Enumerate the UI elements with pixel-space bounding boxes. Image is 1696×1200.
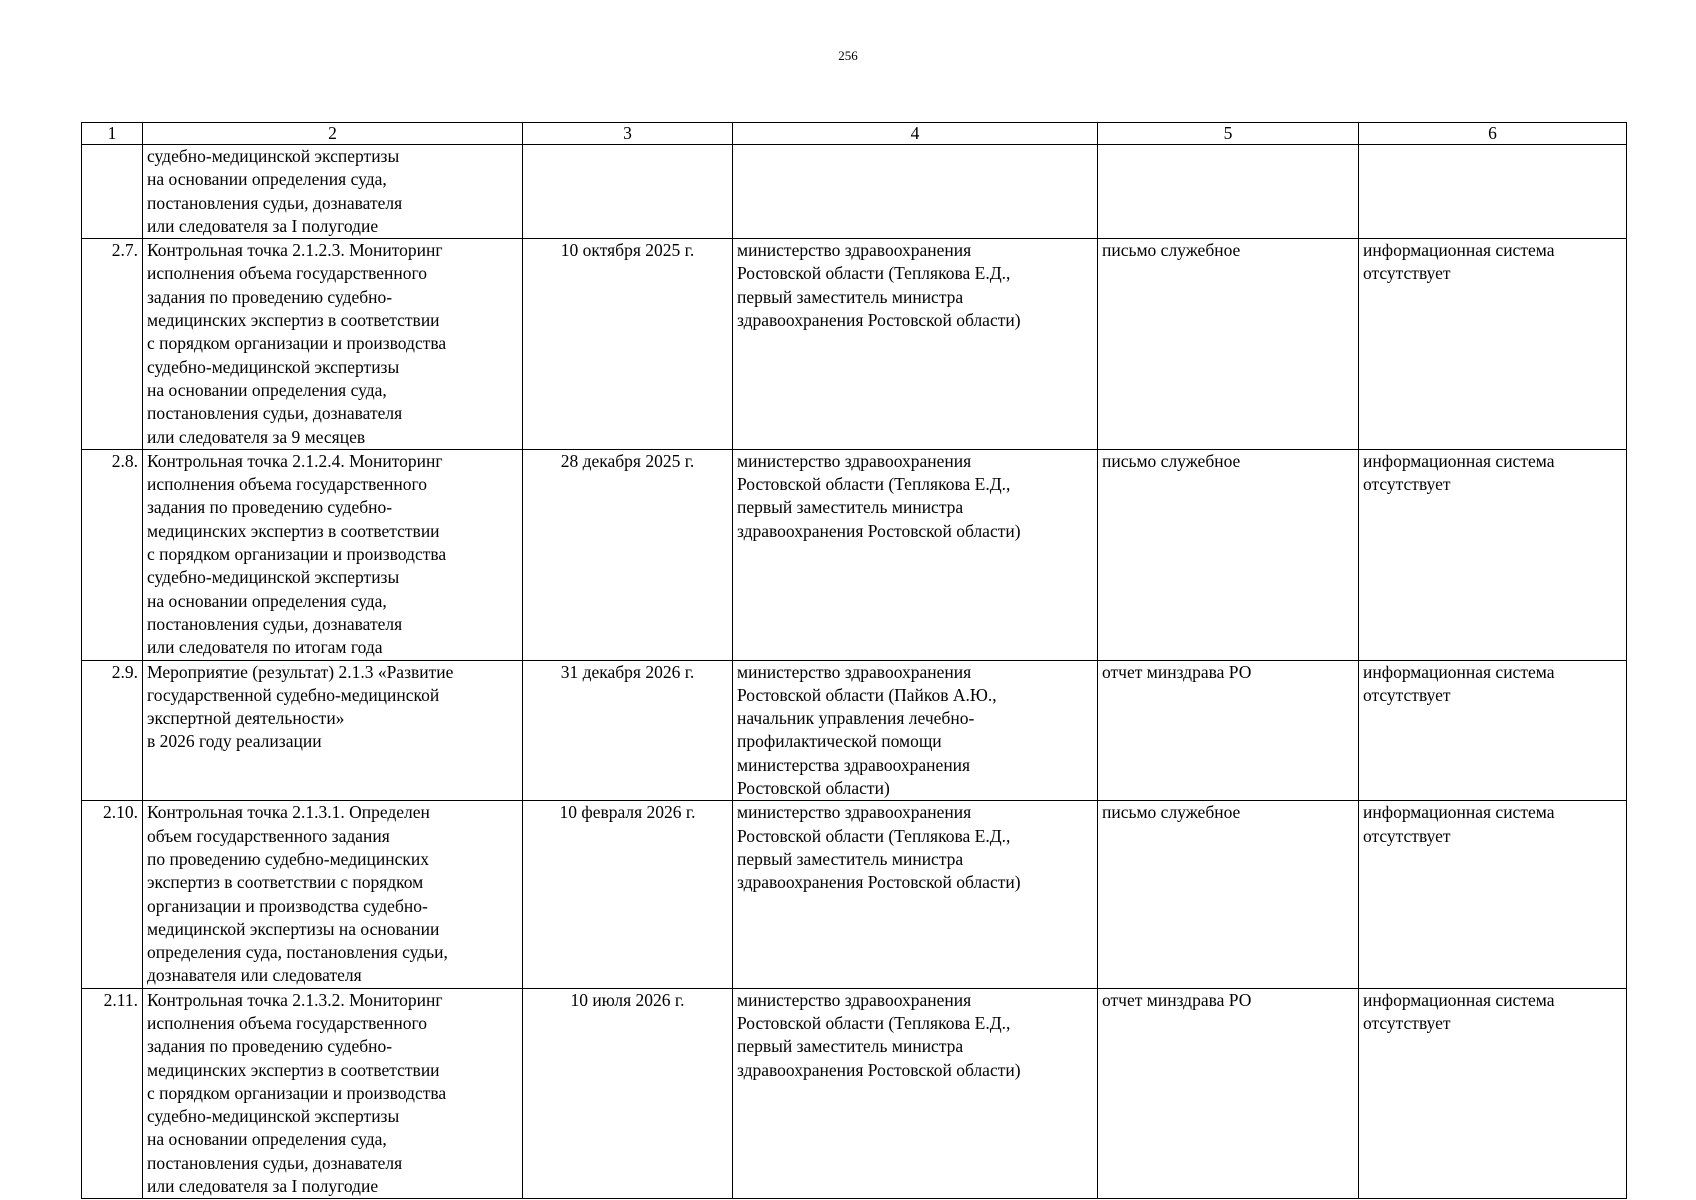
date-cell: 28 декабря 2025 г. (523, 449, 733, 660)
table-row (82, 239, 1627, 450)
information-system-cell-line: отсутствует (1363, 1012, 1451, 1033)
responsible-cell-line: министерство здравоохранения (737, 240, 972, 261)
responsible-cell-line: министерства здравоохранения (737, 754, 971, 775)
responsible-cell-line: первый заместитель министра (737, 848, 964, 869)
date-cell: 10 октября 2025 г. (523, 239, 733, 450)
responsible-cell-line: профилактической помощи (737, 731, 942, 752)
column-header: 3 (523, 123, 733, 145)
description-cell-line: государственной судебно-медицинской (147, 684, 440, 705)
responsible-cell-line: министерство здравоохранения (737, 802, 972, 823)
responsible-cell-line: начальник управления лечебно- (737, 708, 975, 729)
description-cell-line: постановления судьи, дознавателя (147, 403, 403, 424)
description-cell-line: или следователя за 9 месяцев (147, 426, 366, 447)
information-system-cell-line: информационная система (1363, 802, 1555, 823)
description-cell-line: постановления судьи, дознавателя (147, 613, 403, 634)
information-system-cell (1359, 449, 1627, 660)
description-cell-line: с порядком организации и производства (147, 544, 447, 565)
description-cell-line: экспертиз в соответствии с порядком (147, 872, 424, 893)
row-number-cell: 2.8. (82, 449, 143, 660)
responsible-cell (733, 988, 1098, 1199)
description-cell-line: Контрольная точка 2.1.2.4. Мониторинг (147, 450, 443, 471)
description-cell (143, 988, 523, 1199)
description-cell-line: судебно-медицинской экспертизы (147, 1106, 400, 1127)
responsible-cell-line: здравоохранения Ростовской области) (737, 872, 1021, 893)
description-cell-line: организации и производства судебно- (147, 895, 428, 916)
description-cell-line: медицинских экспертиз в соответствии (147, 520, 440, 541)
information-system-cell (1359, 801, 1627, 988)
responsible-cell-line: здравоохранения Ростовской области) (737, 310, 1021, 331)
description-cell-line: исполнения объема государственного (147, 1012, 428, 1033)
information-system-cell (1359, 660, 1627, 801)
document-type-cell: письмо служебное (1098, 801, 1359, 988)
description-cell (143, 145, 523, 239)
information-system-cell-line: информационная система (1363, 450, 1555, 471)
description-cell-line: исполнения объема государственного (147, 263, 428, 284)
description-cell-line: задания по проведению судебно- (147, 1036, 393, 1057)
description-cell-line: постановления судьи, дознавателя (147, 192, 403, 213)
row-number-cell: 2.11. (82, 988, 143, 1199)
document-type-cell: отчет минздрава РО (1098, 988, 1359, 1199)
description-cell-line: Контрольная точка 2.1.3.2. Мониторинг (147, 989, 443, 1010)
date-cell (523, 145, 733, 239)
column-header: 6 (1359, 123, 1627, 145)
date-cell: 31 декабря 2026 г. (523, 660, 733, 801)
description-cell-line: объем государственного задания (147, 825, 390, 846)
description-cell-line: на основании определения суда, (147, 590, 387, 611)
responsible-cell (733, 660, 1098, 801)
page-number: 256 (838, 48, 858, 63)
information-system-cell (1359, 988, 1627, 1199)
table-row (82, 988, 1627, 1199)
responsible-cell-line: Ростовской области) (737, 778, 890, 799)
responsible-cell-line: Ростовской области (Пайков А.Ю., (737, 684, 997, 705)
document-type-cell: письмо служебное (1098, 449, 1359, 660)
description-cell-line: или следователя по итогам года (147, 637, 383, 658)
responsible-cell-line: Ростовской области (Теплякова Е.Д., (737, 1012, 1011, 1033)
responsible-cell-line: министерство здравоохранения (737, 989, 972, 1010)
information-system-cell (1359, 239, 1627, 450)
table-row (82, 145, 1627, 239)
responsible-cell (733, 239, 1098, 450)
description-cell-line: с порядком организации и производства (147, 1082, 447, 1103)
description-cell-line: Контрольная точка 2.1.3.1. Определен (147, 802, 430, 823)
description-cell-line: с порядком организации и производства (147, 333, 447, 354)
description-cell-line: на основании определения суда, (147, 379, 387, 400)
description-cell-line: дознавателя или следователя (147, 965, 362, 986)
description-cell (143, 239, 523, 450)
responsible-cell-line: министерство здравоохранения (737, 661, 972, 682)
responsible-cell (733, 449, 1098, 660)
row-number-cell: 2.7. (82, 239, 143, 450)
description-cell-line: или следователя за I полугодие (147, 1176, 379, 1197)
responsible-cell-line: здравоохранения Ростовской области) (737, 1059, 1021, 1080)
description-cell (143, 801, 523, 988)
date-cell: 10 февраля 2026 г. (523, 801, 733, 988)
responsible-cell-line: министерство здравоохранения (737, 450, 972, 471)
information-system-cell-line: информационная система (1363, 661, 1555, 682)
document-type-cell: письмо служебное (1098, 239, 1359, 450)
information-system-cell-line: отсутствует (1363, 263, 1451, 284)
description-cell-line: постановления судьи, дознавателя (147, 1152, 403, 1173)
table-row (82, 449, 1627, 660)
description-cell-line: судебно-медицинской экспертизы (147, 356, 400, 377)
description-cell-line: определения суда, постановления судьи, (147, 942, 448, 963)
description-cell (143, 449, 523, 660)
information-system-cell-line: информационная система (1363, 240, 1555, 261)
responsible-cell (733, 801, 1098, 988)
description-cell-line: или следователя за I полугодие (147, 215, 379, 236)
responsible-cell-line: первый заместитель министра (737, 1036, 964, 1057)
description-cell-line: Мероприятие (результат) 2.1.3 «Развитие (147, 661, 454, 682)
row-number-cell: 2.10. (82, 801, 143, 988)
responsible-cell-line: здравоохранения Ростовской области) (737, 520, 1021, 541)
description-cell-line: задания по проведению судебно- (147, 497, 393, 518)
column-header: 5 (1098, 123, 1359, 145)
column-header: 1 (82, 123, 143, 145)
table-row (82, 660, 1627, 801)
description-cell-line: задания по проведению судебно- (147, 286, 393, 307)
information-system-cell-line: отсутствует (1363, 684, 1451, 705)
description-cell-line: по проведению судебно-медицинских (147, 848, 429, 869)
responsible-cell-line: Ростовской области (Теплякова Е.Д., (737, 825, 1011, 846)
information-system-cell-line: информационная система (1363, 989, 1555, 1010)
description-cell-line: на основании определения суда, (147, 1129, 387, 1150)
information-system-cell-line: отсутствует (1363, 474, 1451, 495)
plan-table (81, 122, 1627, 1199)
responsible-cell (733, 145, 1098, 239)
description-cell-line: медицинских экспертиз в соответствии (147, 1059, 440, 1080)
description-cell-line: экспертной деятельности» (147, 708, 345, 729)
row-number-cell (82, 145, 143, 239)
information-system-cell (1359, 145, 1627, 239)
description-cell-line: судебно-медицинской экспертизы (147, 567, 400, 588)
description-cell-line: медицинской экспертизы на основании (147, 918, 440, 939)
table-row (82, 801, 1627, 988)
description-cell-line: медицинских экспертиз в соответствии (147, 310, 440, 331)
responsible-cell-line: Ростовской области (Теплякова Е.Д., (737, 263, 1011, 284)
date-cell: 10 июля 2026 г. (523, 988, 733, 1199)
document-type-cell: отчет минздрава РО (1098, 660, 1359, 801)
description-cell (143, 660, 523, 801)
description-cell-line: судебно-медицинской экспертизы (147, 146, 400, 166)
description-cell-line: Контрольная точка 2.1.2.3. Мониторинг (147, 240, 443, 261)
document-type-cell (1098, 145, 1359, 239)
description-cell-line: исполнения объема государственного (147, 474, 428, 495)
column-header: 2 (143, 123, 523, 145)
table-body (82, 145, 1627, 1199)
description-cell-line: на основании определения суда, (147, 169, 387, 190)
responsible-cell-line: первый заместитель министра (737, 497, 964, 518)
description-cell-line: в 2026 году реализации (147, 731, 322, 752)
responsible-cell-line: Ростовской области (Теплякова Е.Д., (737, 474, 1011, 495)
header-row (82, 123, 1627, 145)
information-system-cell-line: отсутствует (1363, 825, 1451, 846)
row-number-cell: 2.9. (82, 660, 143, 801)
column-header: 4 (733, 123, 1098, 145)
responsible-cell-line: первый заместитель министра (737, 286, 964, 307)
